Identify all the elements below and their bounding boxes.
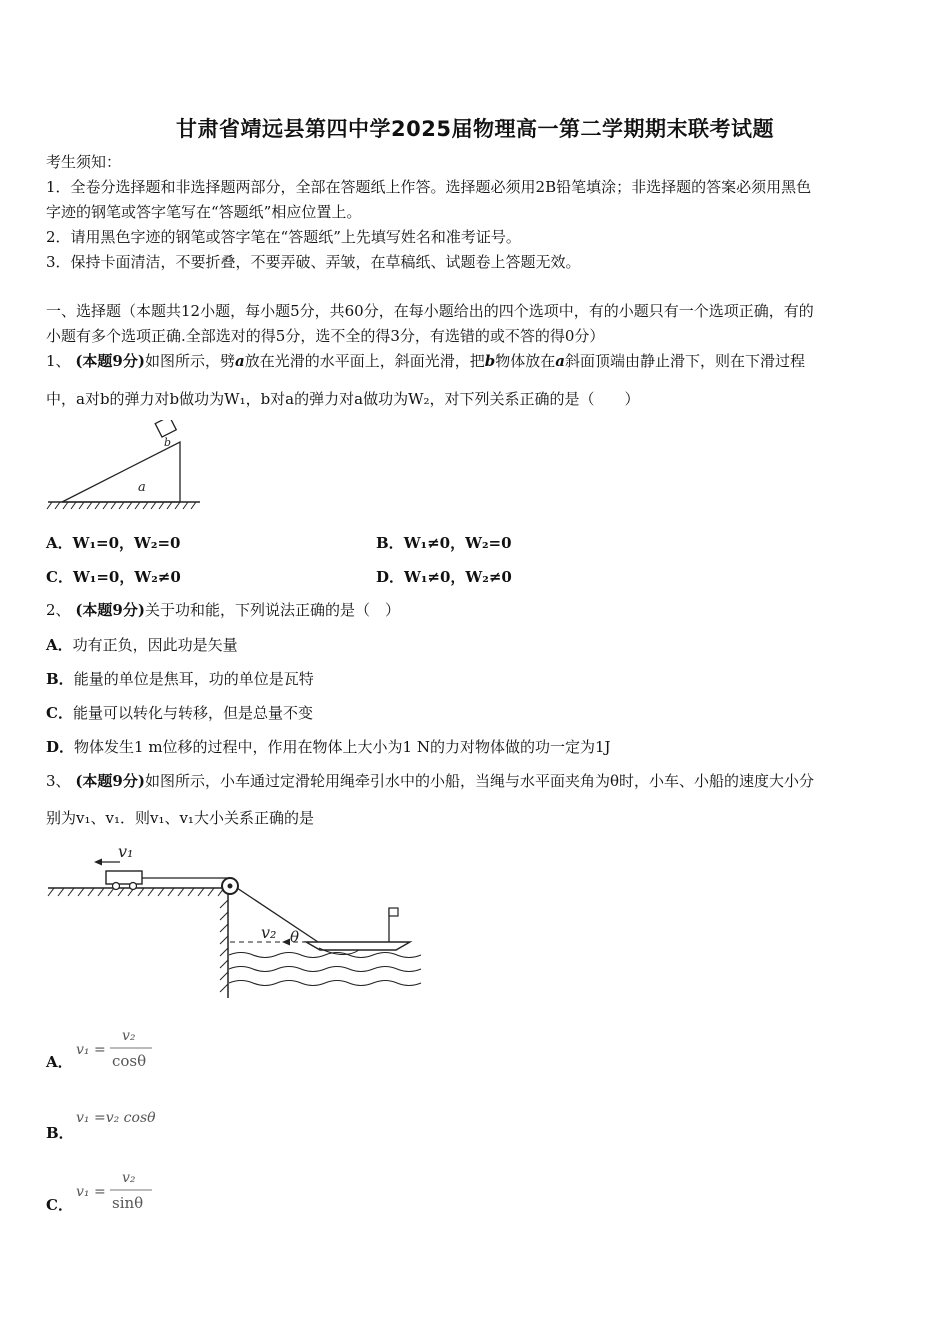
q3-option-b-letter[interactable]: B． xyxy=(46,1124,74,1142)
q1-number: 1、 xyxy=(46,352,71,370)
q1-wedge-figure xyxy=(44,420,204,515)
q3-fig-v2: v₂ xyxy=(261,923,277,942)
q3-stem-line2: 别为v₁、v₁．则v₁、v₁大小关系正确的是 xyxy=(46,809,314,827)
notice-item-3: 3．保持卡面清洁，不要折叠，不要弄破、弄皱，在草稿纸、试题卷上答题无效。 xyxy=(46,253,581,271)
q3-option-c-letter[interactable]: C． xyxy=(46,1196,73,1214)
svg-text:v₂: v₂ xyxy=(122,1170,136,1186)
q3-number: 3、 xyxy=(46,772,71,790)
q2-number: 2、 xyxy=(46,601,71,619)
q2-option-d[interactable]: D．物体发生1 m位移的过程中，作用在物体上大小为1 N的力对物体做的功一定为1J xyxy=(46,738,611,756)
q3-boat-figure xyxy=(44,838,429,1008)
svg-text:cosθ: cosθ xyxy=(112,1052,147,1070)
q3-score: (本题9分) xyxy=(75,772,145,790)
svg-text:v₁ =v₂ cosθ: v₁ =v₂ cosθ xyxy=(76,1110,156,1126)
svg-text:v₂: v₂ xyxy=(122,1028,136,1044)
q3-option-a-letter[interactable]: A． xyxy=(46,1053,73,1071)
q3-option-a-formula[interactable] xyxy=(74,1024,164,1074)
section-instructions-line2: 小题有多个选项正确.全部选对的得5分，选不全的得3分，有选错的或不答的得0分） xyxy=(46,327,605,345)
svg-text:v₁ =: v₁ = xyxy=(76,1184,106,1200)
q1-stem-line2: 中，a对b的弹力对b做功为W₁，b对a的弹力对a做功为W₂，对下列关系正确的是（ ） xyxy=(46,390,640,408)
notice-item-1-cont: 字迹的钢笔或答字笔写在“答题纸”相应位置上。 xyxy=(46,203,362,221)
svg-text:sinθ: sinθ xyxy=(112,1194,144,1212)
q1-option-d[interactable]: D．W₁≠0，W₂≠0 xyxy=(376,568,512,586)
q1-option-c[interactable]: C．W₁=0，W₂≠0 xyxy=(46,568,181,586)
q1-option-b[interactable]: B．W₁≠0，W₂=0 xyxy=(376,534,512,552)
q1-option-a[interactable]: A．W₁=0，W₂=0 xyxy=(46,534,181,552)
page-title: 甘肃省靖远县第四中学2025届物理高一第二学期期末联考试题 xyxy=(176,117,774,141)
q2-option-b[interactable]: B．能量的单位是焦耳，功的单位是瓦特 xyxy=(46,670,314,688)
q3-option-b-formula[interactable] xyxy=(74,1106,174,1130)
q1-stem-line1: 1、 (本题9分)如图所示，劈a放在光滑的水平面上，斜面光滑，把b物体放在a斜面顶端由静止滑下，则在下滑过程 xyxy=(46,352,805,370)
notice-heading: 考生须知： xyxy=(46,153,122,171)
q3-fig-v1: v₁ xyxy=(118,842,134,861)
svg-text:v₁ =: v₁ = xyxy=(76,1042,106,1058)
q3-stem-line1: 3、 (本题9分)如图所示，小车通过定滑轮用绳牵引水中的小船，当绳与水平面夹角为θ时，小车、小船的速度大小分 xyxy=(46,772,815,790)
q3-option-c-formula[interactable] xyxy=(74,1166,164,1216)
q2-stem: 2、 (本题9分)关于功和能，下列说法正确的是（ ） xyxy=(46,601,400,619)
notice-item-2: 2．请用黑色字迹的钢笔或答字笔在“答题纸”上先填写姓名和准考证号。 xyxy=(46,228,521,246)
q2-option-a[interactable]: A．功有正负，因此功是矢量 xyxy=(46,636,238,654)
notice-item-1: 1．全卷分选择题和非选择题两部分，全部在答题纸上作答。选择题必须用2B铅笔填涂；非选择题的答案必须用黑色 xyxy=(46,178,812,196)
q1-score: (本题9分) xyxy=(75,352,145,370)
q2-score: (本题9分) xyxy=(75,601,145,619)
q1-fig-label-a: a xyxy=(138,480,146,495)
q3-fig-theta: θ xyxy=(290,928,300,946)
q1-fig-label-b: b xyxy=(164,436,172,449)
q2-option-c[interactable]: C．能量可以转化与转移，但是总量不变 xyxy=(46,704,313,722)
section-instructions-line1: 一、选择题（本题共12小题，每小题5分，共60分，在每小题给出的四个选项中，有的小题只有一个选项正确，有的 xyxy=(46,302,814,320)
